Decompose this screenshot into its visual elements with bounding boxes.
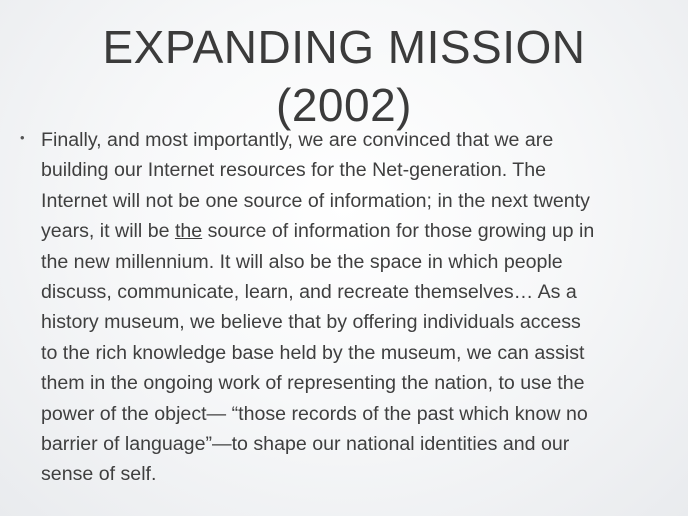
body-line-6: discuss, communicate, learn, and recreate themselves… As a	[41, 281, 577, 304]
body-line-7: history museum, we believe that by offering individuals access	[41, 311, 581, 334]
body-line-4-end: source of information for those growing up in	[202, 220, 595, 243]
body-line-2: building our Internet resources for the Net-generation. The	[41, 159, 547, 182]
body-line-11: barrier of language”—to shape our national identities and our	[41, 433, 570, 456]
body-line-12: sense of self.	[41, 463, 157, 486]
body-line-10: power of the object— “those records of the past which know no	[41, 402, 588, 425]
body-line-8: to the rich knowledge base held by the museum, we can assist	[41, 341, 585, 364]
body-line-4	[41, 216, 671, 246]
bullet-text	[41, 125, 671, 490]
body-line-9: them in the ongoing work of representing the nation, to use the	[41, 372, 585, 395]
slide-title-line-2: (2002)	[276, 79, 412, 131]
emphasized-word: the	[174, 220, 203, 243]
bullet-icon: •	[20, 130, 25, 145]
body-line-4-start: years, it will be	[41, 220, 175, 243]
body-line-3: Internet will not be one source of information; in the next twenty	[41, 189, 590, 212]
body-line-1: Finally, and most importantly, we are convinced that we are	[41, 129, 554, 151]
body-line-5: the new millennium. It will also be the space in which people	[41, 250, 563, 273]
slide-title-line-1: EXPANDING MISSION	[102, 21, 586, 73]
